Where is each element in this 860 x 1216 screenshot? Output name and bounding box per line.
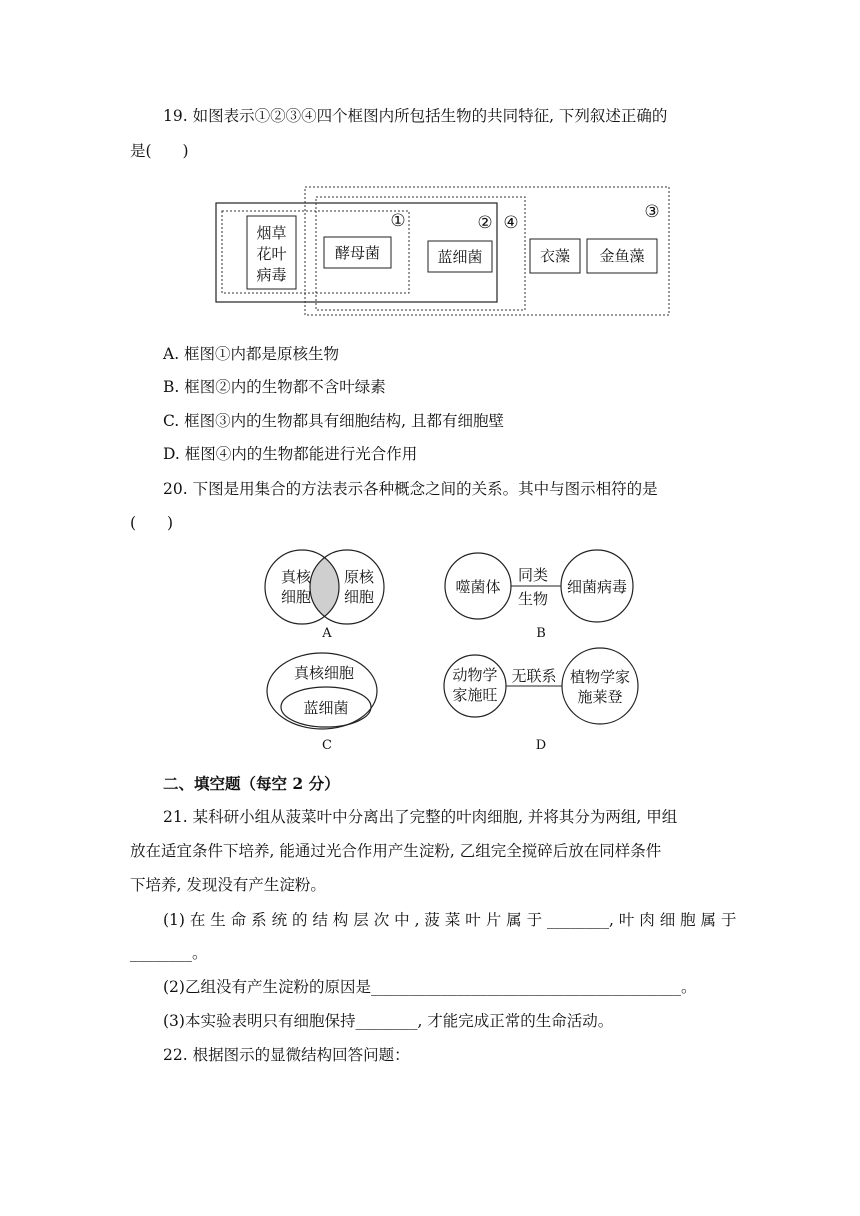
q21-part1-line1: (1) 在 生 命 系 统 的 结 构 层 次 中 , 菠 菜 叶 片 属 于 ________, 叶 肉 细 胞 属 于 xyxy=(163,911,737,929)
mark-3: ③ xyxy=(644,202,660,222)
q19-option-c: C. 框图③内的生物都具有细胞结构, 且都有细胞壁 xyxy=(163,412,505,430)
q19-stem-line2: 是( ) xyxy=(130,142,189,160)
a-left-l2: 细胞 xyxy=(280,588,312,606)
d-label: D xyxy=(535,738,547,753)
a-left-l1: 真核 xyxy=(280,568,312,586)
q19-option-a: A. 框图①内都是原核生物 xyxy=(163,345,340,363)
yeast-label: 酵母菌 xyxy=(334,244,381,262)
b-left: 噬菌体 xyxy=(455,578,501,596)
q19-option-b: B. 框图②内的生物都不含叶绿素 xyxy=(163,378,386,396)
a-right-l1: 原核 xyxy=(343,568,375,586)
a-right-l2: 细胞 xyxy=(343,588,375,606)
d-left-l1: 动物学 xyxy=(452,666,498,684)
lichen-label: 衣藻 xyxy=(539,247,571,265)
q21-part2: (2)乙组没有产生淀粉的原因是________________________________________。 xyxy=(163,978,697,996)
b-mid-l1: 同类 xyxy=(517,566,549,584)
q21-stem-line2: 放在适宜条件下培养, 能通过光合作用产生淀粉, 乙组完全搅碎后放在同样条件 xyxy=(130,842,662,860)
virus-label-3: 病毒 xyxy=(256,266,287,284)
hornwort-label: 金鱼藻 xyxy=(599,247,645,265)
q22-stem: 22. 根据图示的显微结构回答问题： xyxy=(163,1046,410,1064)
virus-label-1: 烟草 xyxy=(256,224,287,242)
a-label: A xyxy=(322,626,332,641)
diagram-c xyxy=(267,653,377,753)
q21-part1-line2: ________。 xyxy=(130,944,208,962)
c-label: C xyxy=(322,738,332,753)
q19-stem-line1: 19. 如图表示①②③④四个框图内所包括生物的共同特征, 下列叙述正确的 xyxy=(163,107,668,125)
b-label: B xyxy=(536,626,546,641)
mark-1: ① xyxy=(390,211,406,231)
q21-stem-line1: 21. 某科研小组从菠菜叶中分离出了完整的叶肉细胞, 并将其分为两组, 甲组 xyxy=(163,808,678,826)
diagram-a xyxy=(265,550,384,641)
section-title: 二、填空题（每空 2 分） xyxy=(163,774,340,793)
q20-stem-line1: 20. 下图是用集合的方法表示各种概念之间的关系。其中与图示相符的是 xyxy=(163,480,658,498)
d-left-l2: 家施旺 xyxy=(452,686,498,704)
q21-stem-line3: 下培养, 发现没有产生淀粉。 xyxy=(130,876,326,894)
c-inner: 蓝细菌 xyxy=(303,699,349,717)
d-right-l1: 植物学家 xyxy=(569,668,631,686)
q19-option-d: D. 框图④内的生物都能进行光合作用 xyxy=(163,445,418,463)
mark-4: ④ xyxy=(503,213,519,233)
cyanobacteria-label: 蓝细菌 xyxy=(437,248,483,266)
b-right: 细菌病毒 xyxy=(566,578,628,596)
virus-label-2: 花叶 xyxy=(256,245,287,263)
q21-part3: (3)本实验表明只有细胞保持________, 才能完成正常的生命活动。 xyxy=(163,1012,614,1030)
schleiden-circle xyxy=(562,648,638,724)
d-mid: 无联系 xyxy=(511,667,557,685)
c-outer: 真核细胞 xyxy=(293,664,355,682)
d-right-l2: 施莱登 xyxy=(577,688,623,706)
q20-stem-line2: ( ) xyxy=(130,514,174,532)
mark-2: ② xyxy=(477,213,493,233)
diagram-d xyxy=(444,648,638,753)
b-mid-l2: 生物 xyxy=(517,590,549,608)
diagram-b xyxy=(445,550,633,641)
